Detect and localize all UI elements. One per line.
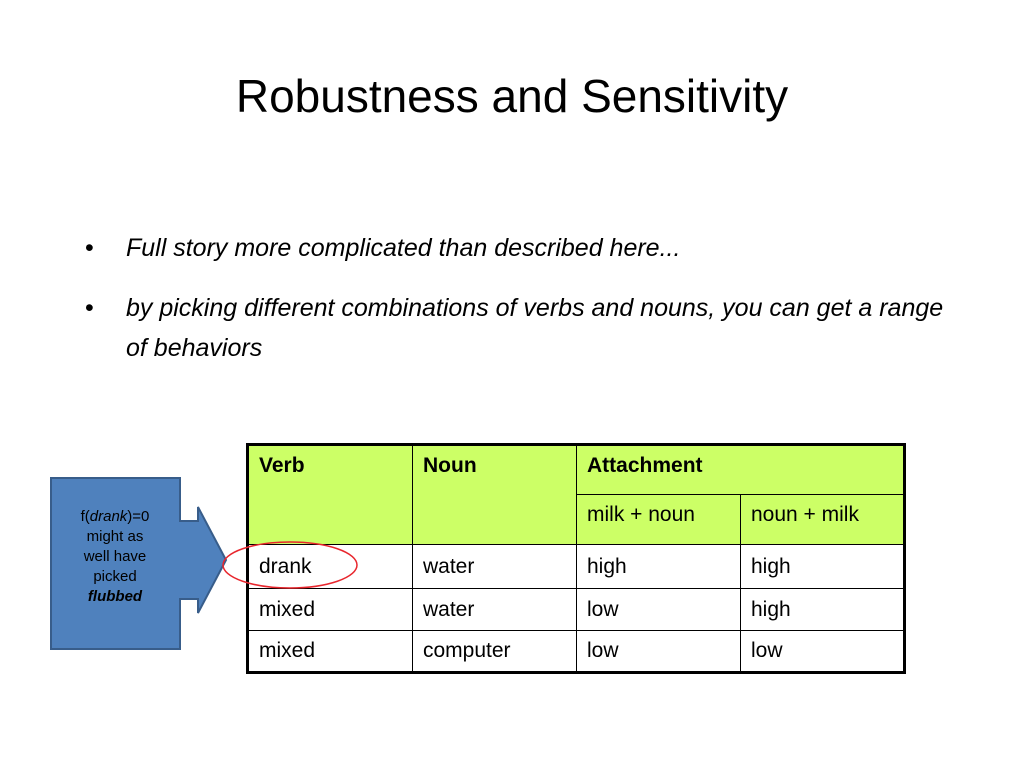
cell-noun-milk: high <box>741 545 905 589</box>
cell-noun-milk: low <box>741 631 905 673</box>
cell-milk-noun: low <box>577 631 741 673</box>
cell-noun: computer <box>413 631 577 673</box>
cell-noun: water <box>413 589 577 631</box>
bullet-dot-icon: • <box>85 294 94 322</box>
callout-text: f(drank)=0 might as well have picked flubbed <box>80 508 150 605</box>
cell-verb: drank <box>248 545 413 589</box>
slide-title: Robustness and Sensitivity <box>235 70 789 122</box>
cell-verb: mixed <box>248 631 413 673</box>
bullet-item <box>85 288 945 368</box>
cell-milk-noun: low <box>577 589 741 631</box>
header-noun: Noun <box>413 445 577 545</box>
header-milk-noun: milk + noun <box>577 495 741 545</box>
bullet-text: Full story more complicated than described here... <box>126 234 681 262</box>
highlight-ellipse <box>221 540 359 590</box>
arrow-callout <box>50 477 228 650</box>
table-row <box>248 631 905 673</box>
cell-noun-milk: high <box>741 589 905 631</box>
cell-verb: mixed <box>248 589 413 631</box>
bullet-dot-icon: • <box>85 234 94 262</box>
cell-noun: water <box>413 545 577 589</box>
header-verb: Verb <box>248 445 413 545</box>
bullet-text: by picking different combinations of verbs and nouns, you can get a range of behaviors <box>126 294 944 362</box>
header-attachment: Attachment <box>577 445 905 495</box>
header-noun-milk: noun + milk <box>741 495 905 545</box>
table-row <box>248 589 905 631</box>
cell-milk-noun: high <box>577 545 741 589</box>
bullet-item <box>85 228 945 268</box>
bullet-list <box>85 228 945 388</box>
